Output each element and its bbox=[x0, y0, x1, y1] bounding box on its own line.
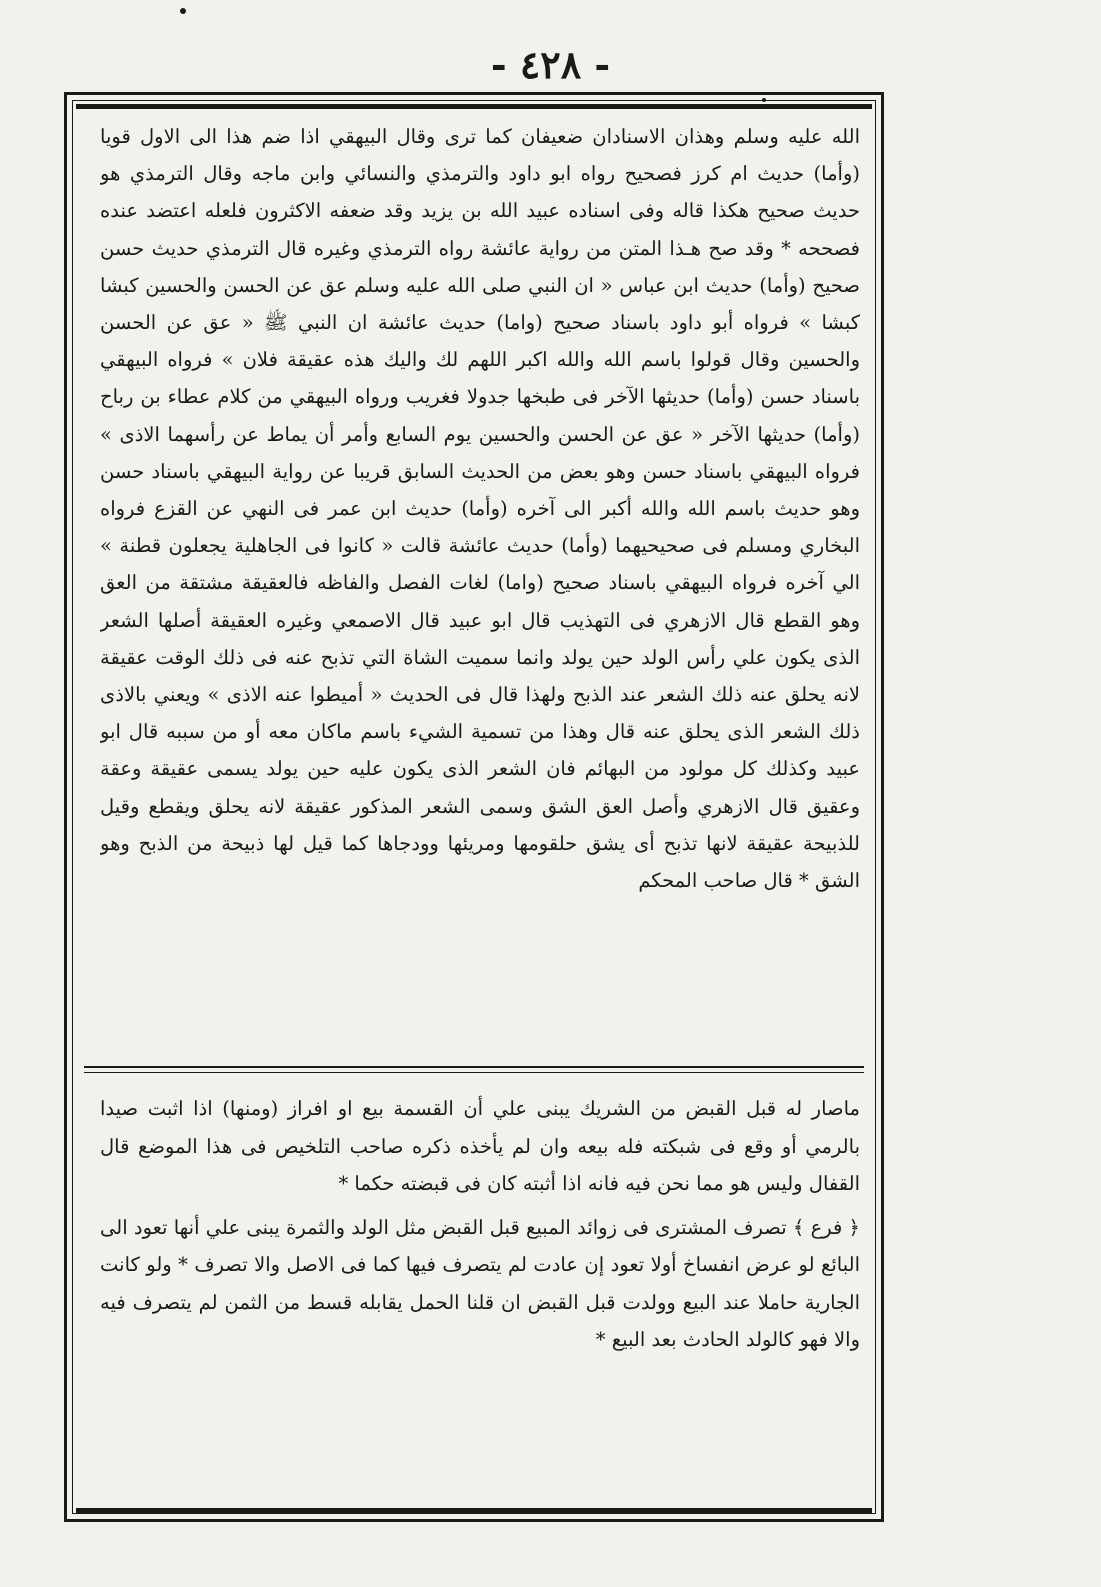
page-number: - ٤٢٨ - bbox=[490, 42, 611, 87]
ink-speck bbox=[180, 8, 186, 14]
frame-bottom-band bbox=[76, 1508, 872, 1513]
main-paragraph: الله عليه وسلم وهذان الاسنادان ضعيفان كما ترى وقال البيهقي اذا ضم هذا الى الاول قويا (وأما) حديث ام كرز فصحيح رواه ابو داود والترمذي والنسائي وابن ماجه وقال الترمذي هو حديث صحيح هكذا قاله وفى اسناده عبيد الله بن يزيد وقد ضعفه الاكثرون فلعله اعتضد عنده فصححه * وقد صح هـذا المتن من رواية عائشة رواه الترمذي وغيره قال الترمذي حديث حسن صحيح (وأما) حديث ابن عباس « ان النبي صلى الله عليه وسلم عق عن الحسن والحسين كبشا كبشا » فرواه أبو داود باسناد صحيح (واما) حديث عائشة ان النبي ﷺ « عق عن الحسن والحسين وقال قولوا باسم الله والله اكبر اللهم لك واليك هذه عقيقة فلان » فرواه البيهقي باسناد حسن (وأما) حديثها الآخر فى طبخها جدولا فغريب ورواه البيهقي من كلام عطاء بن رباح (وأما) حديثها الآخر « عق عن الحسن والحسين يوم السابع وأمر أن يماط عن رأسهما الاذى » فرواه البيهقي باسناد حسن وهو بعض من الحديث السابق قريبا عن رواية البيهقي باسناد حسن وهو حديث باسم الله والله أكبر الى آخره (وأما) حديث ابن عمر فى النهي عن القزع فرواه البخاري ومسلم فى صحيحيهما (وأما) حديث عائشة قالت « كانوا فى الجاهلية يجعلون قطنة » الي آخره فرواه البيهقي باسناد صحيح (واما) لغات الفصل والفاظه فالعقيقة مشتقة من العق وهو القطع قال الازهري فى التهذيب قال ابو عبيد قال الاصمعي وغيره العقيقة أصلها الشعر الذى يكون علي رأس الولد حين يولد وانما سميت الشاة التي تذبح عنه فى ذلك الوقت عقيقة لانه يحلق عنه ذلك الشعر عند الذبح ولهذا قال فى الحديث « أميطوا عنه الاذى » ويعني بالاذى ذلك الشعر الذى يحلق عنه قال وهذا من تسمية الشيء باسم ماكان معه أو من سببه قال ابو عبيد وكذلك كل مولود من البهائم فان الشعر الذى يكون عليه حين يولد يسمى عقيقة وعقة وعقيق قال الازهري وأصل العق الشق وسمى الشعر المذكور عقيقة لانه يحلق ويقطع وقيل للذبيحة عقيقة لانها تذبح أى يشق حلقومها ومريئها وودجاها كما قيل لها ذبيحة من الذبح وهو الشق * قال صاحب المحكم bbox=[100, 125, 860, 893]
footnote-separator bbox=[84, 1066, 864, 1068]
footnote-block bbox=[100, 1090, 860, 1500]
footnote-paragraph: ﴿ فرع ﴾ تصرف المشترى فى زوائد المبيع قبل القبض مثل الولد والثمرة يبنى علي أنها تعود الى البائع لو عرض انفساخ أولا تعود إن عادت لم يتصرف فيها كما فى الاصل والا تصرف * ولو كانت الجارية حاملا عند البيع وولدت قبل القبض ان قلنا الحمل يقابله قسط من الثمن لم يتصرف فيه والا فهو كالولد الحادث بعد البيع * bbox=[100, 1215, 860, 1351]
footnote-separator-thin bbox=[84, 1072, 864, 1073]
footnote-paragraph: ماصار له قبل القبض من الشريك يبنى علي أن القسمة بيع او افراز (ومنها) اذا اثبت صيدا بالرمي أو وقع فى شبكته فله بيعه وان لم يأخذه ذكره صاحب التلخيص فى هذا الموضع قال القفال وليس هو مما نحن فيه فانه اذا أثبته كان فى قبضته حكما * bbox=[100, 1097, 860, 1195]
frame-top-band bbox=[76, 104, 872, 109]
main-text-block bbox=[100, 118, 860, 1058]
